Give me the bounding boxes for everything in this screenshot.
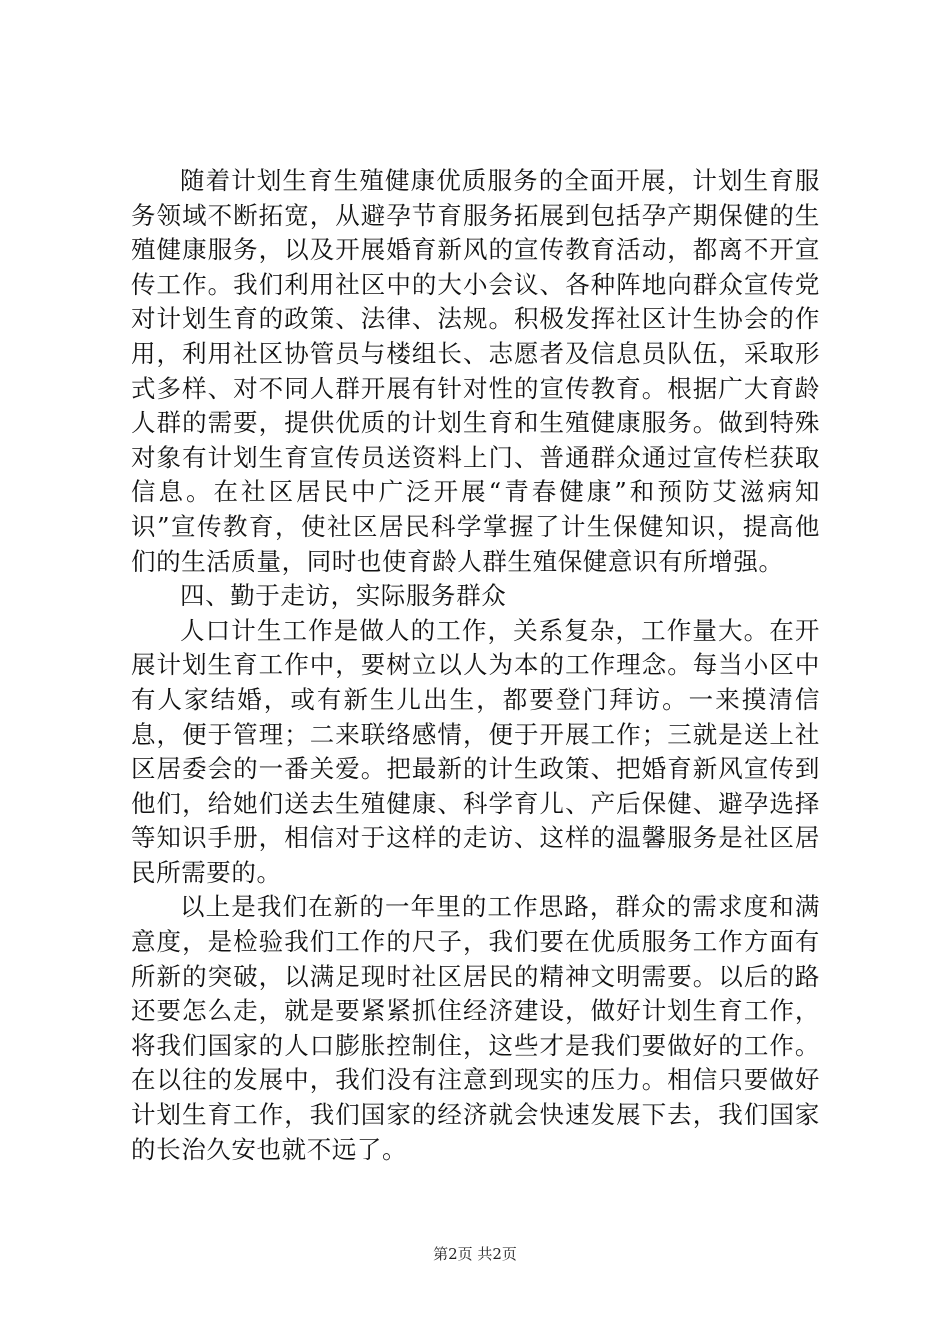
page-number-footer: 第2页 共2页 <box>433 1245 517 1263</box>
section-heading-visits: 四、勤于走访，实际服务群众 <box>180 581 507 611</box>
paragraph-publicity-work: 随着计划生育生殖健康优质服务的全面开展，计划生育服务领域不断拓宽，从避孕节育服务拓展到包括孕产期保健的生殖健康服务，以及开展婚育新风的宣传教育活动，都离不开宣传工作。我们利用社区中的大小会议、各种阵地向群众宣传党对计划生育的政策、法律、法规。积极发挥社区计生协会的作用，利用社区协管员与楼组长、志愿者及信息员队伍，采取形式多样、对不同人群开展有针对性的宣传教育。根据广大育龄人群的需要，提供优质的计划生育和生殖健康服务。做到特殊对象有计划生育宣传员送资料上门、普通群众通过宣传栏获取信息。在社区居民中广泛开展“青春健康”和预防艾滋病知识”宣传教育，使社区居民科学掌握了计生保健知识，提高他们的生活质量，同时也使育龄人群生殖保健意识有所增强。 <box>131 166 820 576</box>
paragraph-home-visits: 人口计生工作是做人的工作，关系复杂，工作量大。在开展计划生育工作中，要树立以人为本的工作理念。每当小区中有人家结婚，或有新生儿出生，都要登门拜访。一来摸清信息，便于管理；二来联络感情，便于开展工作；三就是送上社区居委会的一番关爱。把最新的计生政策、把婚育新风宣传到他们，给她们送去生殖健康、科学育儿、产后保健、避孕选择等知识手册，相信对于这样的走访、这样的温馨服务是社区居民所需要的。 <box>131 615 820 887</box>
paragraph-conclusion: 以上是我们在新的一年里的工作思路，群众的需求度和满意度，是检验我们工作的尺子，我们要在优质服务工作方面有所新的突破，以满足现时社区居民的精神文明需要。以后的路还要怎么走，就是要紧紧抓住经济建设，做好计划生育工作，将我们国家的人口膨胀控制住，这些才是我们要做好的工作。在以往的发展中，我们没有注意到现实的压力。相信只要做好计划生育工作，我们国家的经济就会快速发展下去，我们国家的长治久安也就不远了。 <box>131 892 820 1164</box>
document-body <box>131 164 820 1167</box>
